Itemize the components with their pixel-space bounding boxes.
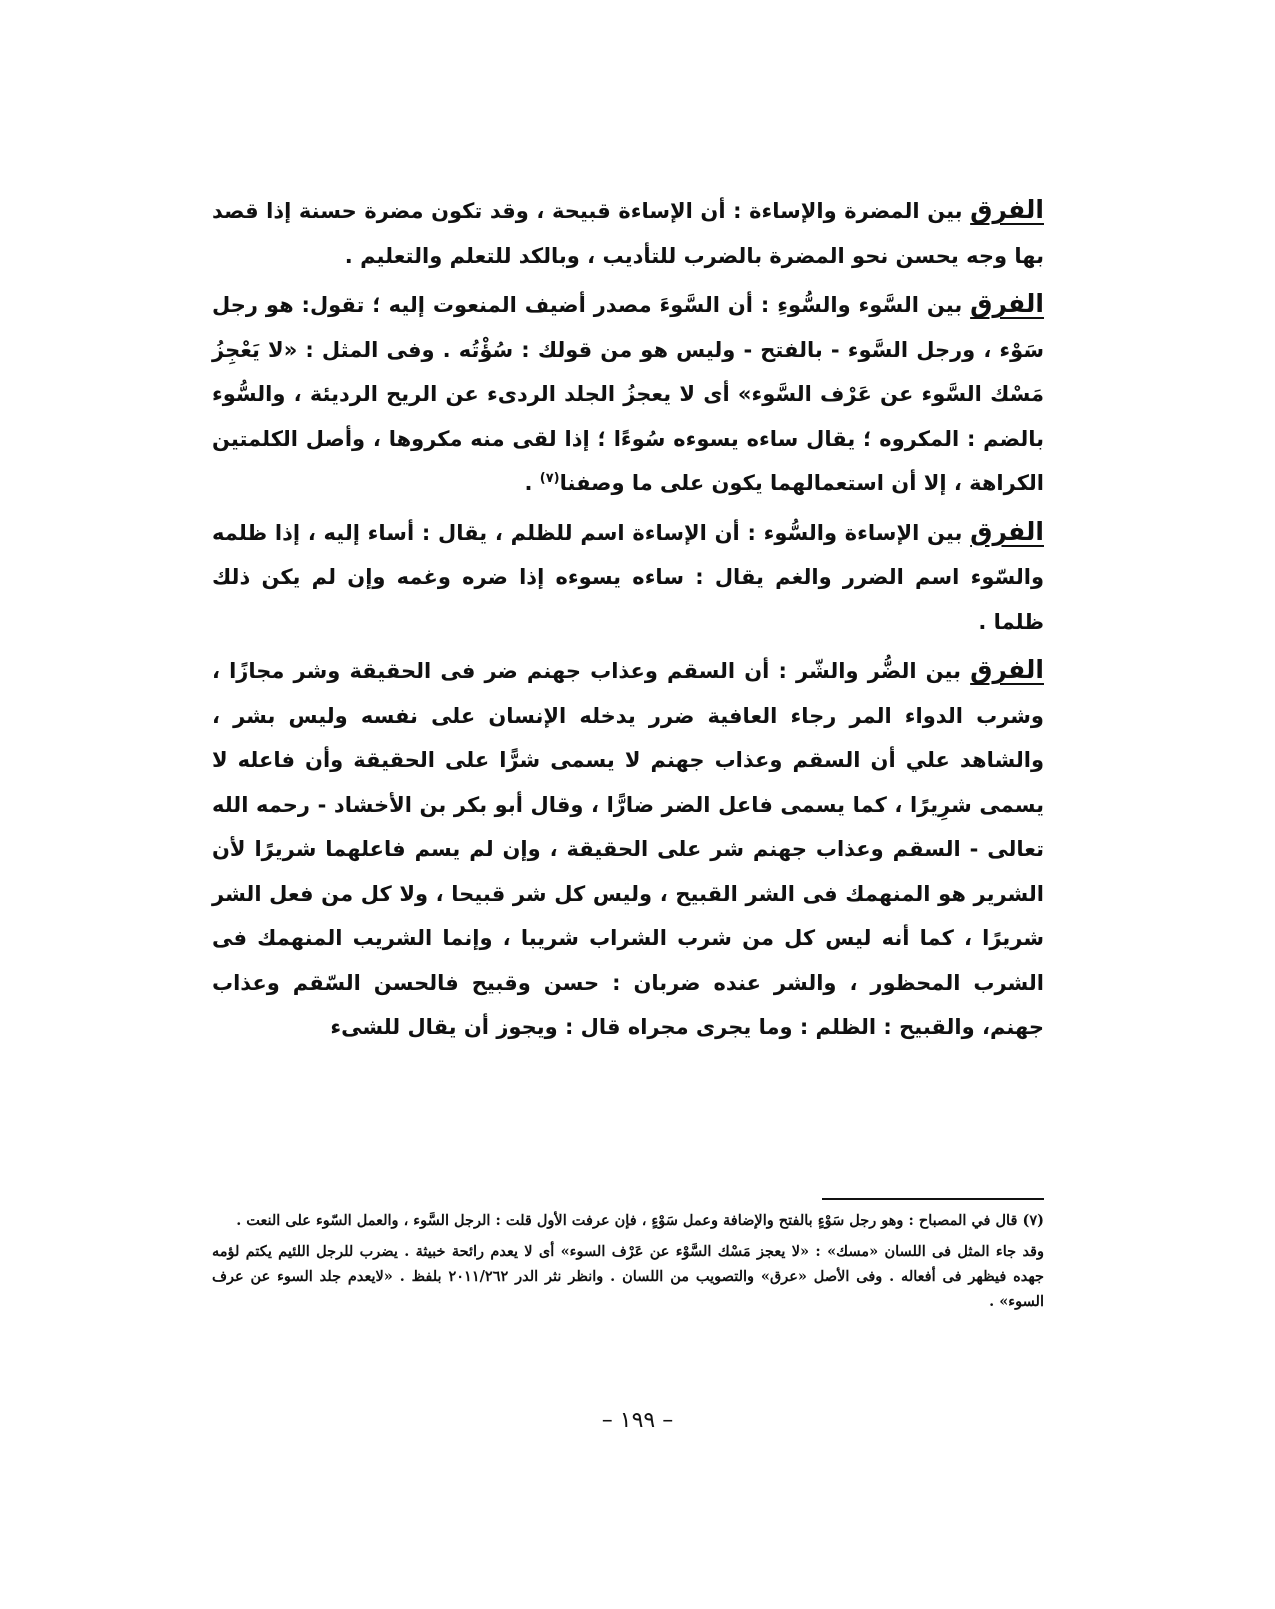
paragraph-saw-vs-suu: [212, 282, 1044, 506]
section-heading-word: الفرق: [970, 516, 1044, 546]
section-heading-word: الفرق: [970, 289, 1044, 318]
section-heading-word: الفرق: [970, 655, 1044, 684]
paragraph-durr-vs-sharr: [212, 648, 1044, 1050]
section-heading-word: الفرق: [970, 195, 1044, 224]
paragraph-text: بين الإساءة والسُّوء : أن الإساءة اسم للظلم ، يقال : أساء إليه ، إذا ظلمه والسّوء اسم الضرر والغم يقال : ساءه يسوءه إذا ضره وغمه وإن لم يكن ذلك ظلما .: [212, 520, 1044, 634]
paragraph-text: بين المضرة والإساءة : أن الإساءة قبيحة ، وقد تكون مضرة حسنة إذا قصد بها وجه يحسن نحو المضرة بالضرب للتأديب ، وبالكد للتعلم والتعليم .: [212, 199, 1044, 268]
paragraph-harm-vs-offense: [212, 188, 1044, 278]
page-number: – ١٩٩ –: [601, 1408, 674, 1433]
book-page: [212, 188, 1044, 1310]
paragraph-text: بين الضُّر والشّر : أن السقم وعذاب جهنم ضر فى الحقيقة وشر مجازًا ، وشرب الدواء المر رجاء العافية ضرر يدخله الإنسان على نفسه وليس بشر ، والشاهد علي أن السقم وعذاب جهنم لا يسمى شرًّا على الحقيقة وأن فاعله لا يسمى شرِيرًا ، كما يسمى فاعل الضر ضارًّا ، وقال أبو بكر بن الأخشاد - رحمه الله تعالى - السقم وعذاب جهنم شر على الحقيقة ، وإن لم يسم فاعلهما شريرًا لأن الشرير هو المنهمك فى الشر القبيح ، وليس كل شر قبيحا ، ولا كل من فعل الشر شريرًا ، كما أنه ليس كل من شرب الشراب شريبا ، وإنما الشريب المنهمك فى الشرب المحظور ، والشر عنده ضربان : حسن وقبيح فالحسن السّقم وعذاب جهنم، والقبيح : الظلم : وما يجرى مجراه قال : ويجوز أن يقال للشىء: [212, 659, 1044, 1039]
footnote-7: (٧) قال في المصباح : وهو رجل سَوْءٍ بالفتح والإضافة وعمل سَوْءٍ ، فإن عرفت الأول قلت : الرجل السَّوء ، والعمل السّوء على النعت .: [236, 1212, 1044, 1229]
paragraph-tail: .: [524, 471, 540, 495]
footnote-7-continued: وقد جاء المثل فى اللسان «مسك» : «لا يعجز مَسْك السَّوْء عن عَرْف السوء» أى لا يعدم رائحة خبيثة . يضرب للرجل اللئيم يكتم لؤمه جهده فيظهر فى أفعاله . وفى الأصل «عرق» والتصويب من اللسان . وانظر نثر الدر ٢٠١١/٢٦٢ بلفظ . «لايعدم جلد السوء عن عرف السوء» .: [212, 1243, 1044, 1310]
footnote-reference[interactable]: (٧): [539, 471, 560, 486]
paragraph-isaa-vs-suu: [212, 510, 1044, 645]
footnotes: [212, 1208, 1044, 1320]
footnote-separator: [822, 1198, 1044, 1200]
paragraph-text: بين السَّوء والسُّوءِ : أن السَّوءَ مصدر أضيف المنعوت إليه ؛ تقول: هو رجل سَوْء ، ورجل السَّوء - بالفتح - وليس هو من قولك : سُؤْتُه . وفى المثل : «لا يَعْجِزُ مَسْك السَّوء عن عَرْف السَّوء» أى لا يعجزُ الجلد الردىء عن الريح الرديئة ، والسُّوء بالضم : المكروه ؛ يقال ساءه يسوءه سُوءًا ؛ إذا لقى منه مكروها ، وأصل الكلمتين الكراهة ، إلا أن استعمالهما يكون على ما وصفنا: [212, 293, 1044, 495]
